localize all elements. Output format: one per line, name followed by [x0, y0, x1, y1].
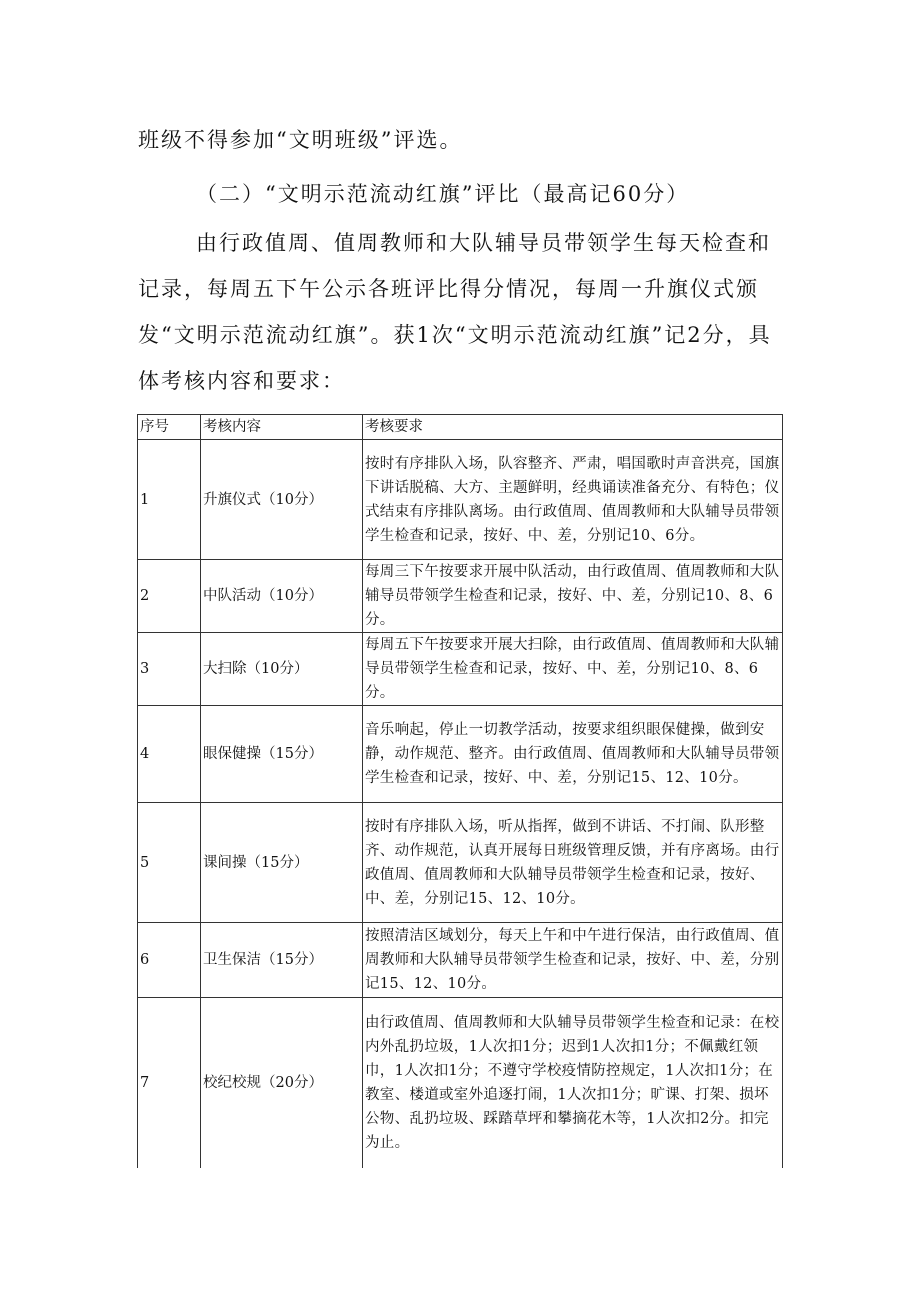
- row-no: 7: [138, 998, 201, 1168]
- row-requirement: 按时有序排队入场，队容整齐、严肃，唱国歌时声音洪亮，国旗下讲话脱稿、大方、主题鲜明，经典诵读准备充分、有特色；仪式结束有序排队离场。由行政值周、值周教师和大队辅导员带领学生检查和记录，按好、中、差，分别记10、6分。: [363, 440, 783, 560]
- row-item: 升旗仪式（10分）: [201, 440, 363, 560]
- row-no: 6: [138, 923, 201, 998]
- table-row: [138, 633, 783, 706]
- header-item: 考核内容: [201, 415, 363, 440]
- paragraph-body: 由行政值周、值周教师和大队辅导员带领学生每天检查和记录，每周五下午公示各班评比得分情况，每周一升旗仪式颁发“文明示范流动红旗”。获1次“文明示范流动红旗”记2分，具体考核内容和要求：: [138, 231, 772, 393]
- row-no: 1: [138, 440, 201, 560]
- header-no: 序号: [138, 415, 201, 440]
- table-row: [138, 560, 783, 633]
- row-item: 校纪校规（20分）: [201, 998, 363, 1168]
- row-item: 眼保健操（15分）: [201, 706, 363, 803]
- row-item: 课间操（15分）: [201, 803, 363, 923]
- row-no: 3: [138, 633, 201, 706]
- row-no: 5: [138, 803, 201, 923]
- paragraph-continuation: 班级不得参加“文明班级”评选。: [138, 128, 463, 152]
- row-requirement: 每周五下午按要求开展大扫除，由行政值周、值周教师和大队辅导员带领学生检查和记录，按好、中、差，分别记10、8、6分。: [363, 633, 783, 706]
- table-row: [138, 998, 783, 1168]
- table-row: [138, 706, 783, 803]
- row-no: 4: [138, 706, 201, 803]
- row-item: 中队活动（10分）: [201, 560, 363, 633]
- row-no: 2: [138, 560, 201, 633]
- section-heading: （二）“文明示范流动红旗”评比（最高记60分）: [196, 182, 690, 206]
- row-requirement: 由行政值周、值周教师和大队辅导员带领学生检查和记录：在校内外乱扔垃圾，1人次扣1分；迟到1人次扣1分；不佩戴红领巾，1人次扣1分；不遵守学校疫情防控规定，1人次扣1分；在教室、楼道或室外追逐打闹，1人次扣1分；旷课、打架、损坏公物、乱扔垃圾、踩踏草坪和攀摘花木等，1人次扣2分。扣完为止。: [363, 998, 783, 1168]
- row-requirement: 音乐响起，停止一切教学活动，按要求组织眼保健操，做到安静，动作规范、整齐。由行政值周、值周教师和大队辅导员带领学生检查和记录，按好、中、差，分别记15、12、10分。: [363, 706, 783, 803]
- row-requirement: 按照清洁区域划分，每天上午和中午进行保洁，由行政值周、值周教师和大队辅导员带领学生检查和记录，按好、中、差，分别记15、12、10分。: [363, 923, 783, 998]
- row-requirement: 按时有序排队入场，听从指挥，做到不讲话、不打闹、队形整齐、动作规范，认真开展每日班级管理反馈，并有序离场。由行政值周、值周教师和大队辅导员带领学生检查和记录，按好、中、差，分别记15、12、10分。: [363, 803, 783, 923]
- table-header-row: [138, 415, 783, 440]
- row-item: 大扫除（10分）: [201, 633, 363, 706]
- table-row: [138, 923, 783, 998]
- row-requirement: 每周三下午按要求开展中队活动，由行政值周、值周教师和大队辅导员带领学生检查和记录，按好、中、差，分别记10、8、6分。: [363, 560, 783, 633]
- table-row: [138, 440, 783, 560]
- assessment-table: [137, 414, 783, 1168]
- header-requirement: 考核要求: [363, 415, 783, 440]
- row-item: 卫生保洁（15分）: [201, 923, 363, 998]
- table-row: [138, 803, 783, 923]
